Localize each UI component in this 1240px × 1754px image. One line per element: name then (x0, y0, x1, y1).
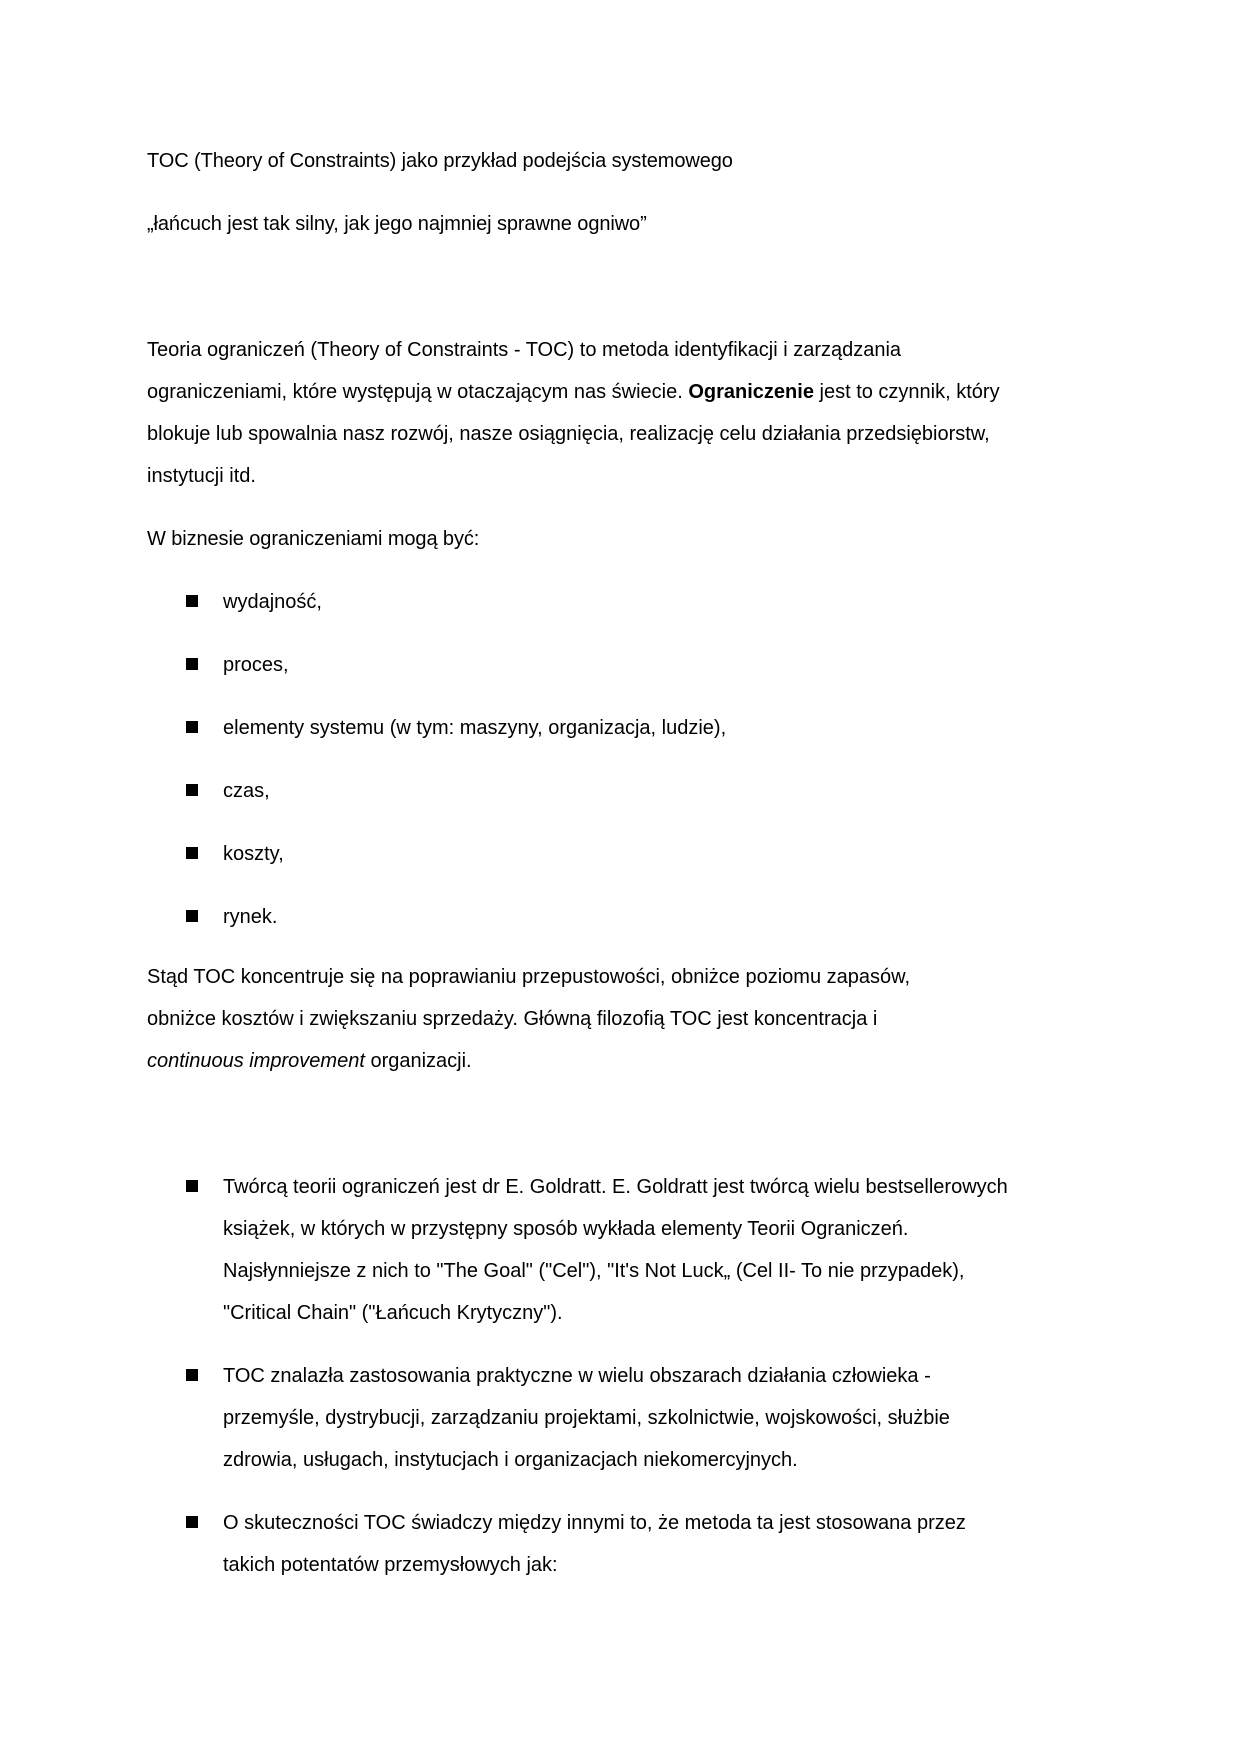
square-bullet-icon (186, 658, 198, 670)
list-item-text: elementy systemu (w tym: maszyny, organizacja, ludzie), (223, 717, 727, 739)
intro-text-part1: Teoria ograniczeń (Theory of Constraints - TOC) to metoda identyfikacji i zarządzania ograniczeniami, które występują w otaczającym nas świecie. (147, 339, 902, 403)
square-bullet-icon (186, 847, 198, 859)
intro-paragraph (147, 329, 1007, 497)
list-item-text: czas, (223, 780, 270, 802)
list-item (186, 1502, 1016, 1586)
list-item-text: proces, (223, 654, 289, 676)
list-item-text: wydajność, (223, 591, 322, 613)
square-bullet-icon (186, 595, 198, 607)
intro-text-part2: jest to czynnik, który blokuje lub spowalnia nasz rozwój, nasze osiągnięcia, realizację celu działania przedsiębiorstw, instytucji itd. (147, 381, 1000, 487)
summary-text-part1: Stąd TOC koncentruje się na poprawianiu przepustowości, obniżce poziomu zapasów, obniżce kosztów i zwiększaniu sprzedaży. Główną filozofią TOC jest koncentracja i (147, 966, 911, 1030)
document-title: TOC (Theory of Constraints) jako przykład podejścia systemowego (147, 150, 733, 172)
summary-text-part2: organizacji. (364, 1050, 472, 1072)
list-item (186, 833, 726, 875)
list-item (186, 644, 726, 686)
list-item-text: O skuteczności TOC świadczy między innymi to, że metoda ta jest stosowana przez takich potentatów przemysłowych jak: (223, 1512, 966, 1576)
list-item-text: koszty, (223, 843, 284, 865)
quote-line: „łańcuch jest tak silny, jak jego najmniej sprawne ogniwo” (147, 213, 647, 235)
list-item-text: Twórcą teorii ograniczeń jest dr E. Goldratt. E. Goldratt jest twórcą wielu bestsellerowych książek, w których w przystępny sposób wykłada elementy Teorii Ograniczeń. Najsłynniejsze z nich to "The Goal" ("Cel"), "It's Not Luck„ (Cel II- To nie przypadek), "Critical Chain" ("Łańcuch Krytyczny"). (223, 1176, 1008, 1324)
square-bullet-icon (186, 721, 198, 733)
list-item (186, 707, 726, 749)
list-item (186, 770, 726, 812)
square-bullet-icon (186, 910, 198, 922)
list-item (186, 581, 726, 623)
intro-bold-term: Ograniczenie (688, 381, 814, 403)
square-bullet-icon (186, 784, 198, 796)
facts-list (186, 1166, 1016, 1586)
square-bullet-icon (186, 1516, 198, 1528)
list-item-text: TOC znalazła zastosowania praktyczne w wielu obszarach działania człowieka - przemyśle, dystrybucji, zarządzaniu projektami, szkolnictwie, wojskowości, służbie zdrowia, usługach, instytucjach i organizacjach niekomercyjnych. (223, 1365, 950, 1471)
list-item (186, 896, 726, 938)
square-bullet-icon (186, 1180, 198, 1192)
summary-paragraph (147, 956, 977, 1082)
list-intro: W biznesie ograniczeniami mogą być: (147, 528, 480, 550)
summary-italic-term: continuous improvement (147, 1050, 365, 1072)
constraints-list (186, 581, 726, 938)
list-item (186, 1166, 1016, 1334)
list-item (186, 1355, 1016, 1481)
list-item-text: rynek. (223, 906, 278, 928)
square-bullet-icon (186, 1369, 198, 1381)
